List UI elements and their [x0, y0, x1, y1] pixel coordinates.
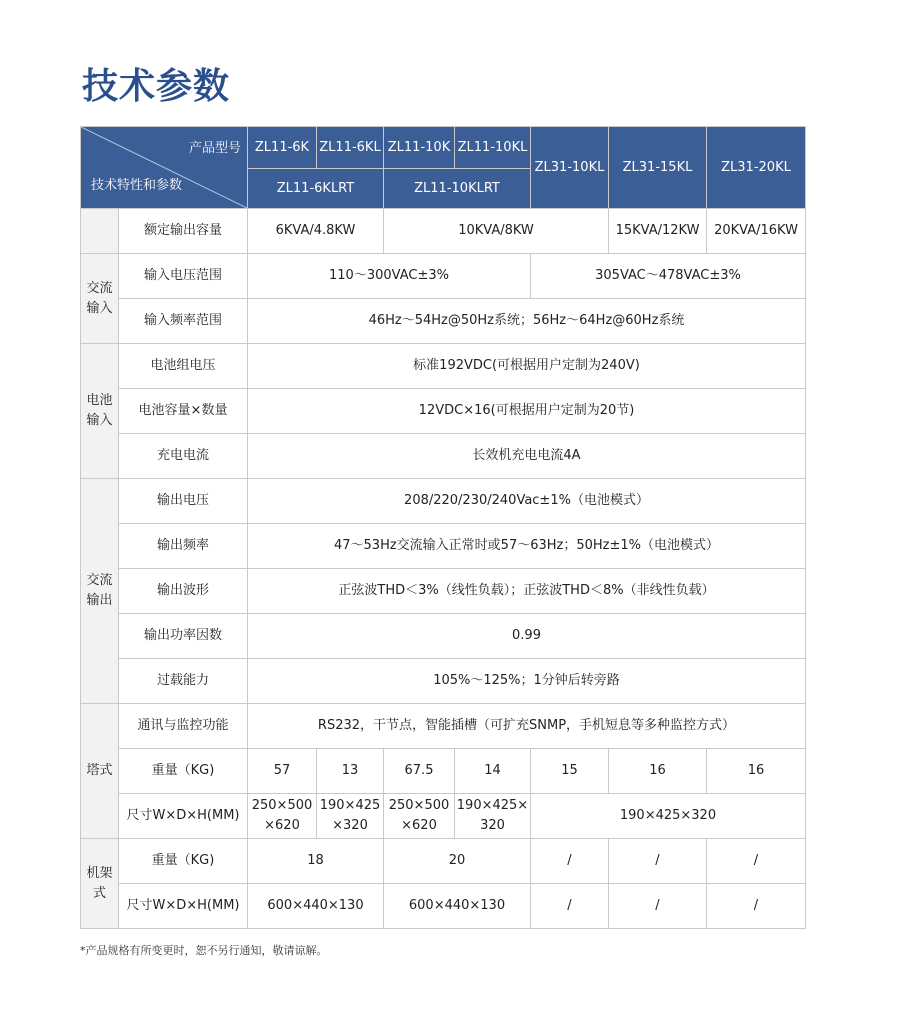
value-cell: 190×425×320: [531, 794, 806, 839]
value-cell: 600×440×130: [384, 884, 531, 929]
value-cell: 18: [248, 839, 384, 884]
corner-label-model: 产品型号: [188, 141, 241, 156]
param-label: 充电电流: [119, 434, 248, 479]
value-cell: 15KVA/12KW: [609, 209, 707, 254]
param-label: 输出频率: [119, 524, 248, 569]
value-cell: /: [531, 839, 609, 884]
value-cell: 长效机充电电流4A: [248, 434, 806, 479]
corner-label-params: 技术特性和参数: [91, 178, 183, 193]
value-cell: RS232，干节点，智能插槽（可扩充SNMP，手机短息等多种监控方式）: [248, 704, 806, 749]
param-label: 输入频率范围: [119, 299, 248, 344]
value-cell: 190×425× 320: [455, 794, 531, 839]
param-label: 电池容量×数量: [119, 389, 248, 434]
value-cell: 600×440×130: [248, 884, 384, 929]
group-label-rack: 机架 式: [81, 839, 119, 929]
value-cell: 305VAC～478VAC±3%: [531, 254, 806, 299]
group-label-tower: 塔式: [81, 704, 119, 839]
param-label: 尺寸W×D×H(MM): [119, 884, 248, 929]
value-cell: 12VDC×16(可根据用户定制为20节): [248, 389, 806, 434]
value-cell: /: [531, 884, 609, 929]
value-cell: /: [707, 884, 806, 929]
value-cell: /: [707, 839, 806, 884]
value-cell: 0.99: [248, 614, 806, 659]
value-cell: 16: [609, 749, 707, 794]
param-label: 重量（KG): [119, 749, 248, 794]
header-corner-cell: [81, 127, 248, 209]
param-label: 通讯与监控功能: [119, 704, 248, 749]
param-label: 输出电压: [119, 479, 248, 524]
param-label: 输入电压范围: [119, 254, 248, 299]
spec-table: [80, 126, 806, 929]
value-cell: 10KVA/8KW: [384, 209, 609, 254]
group-label-ac-input: 交流 输入: [81, 254, 119, 344]
value-cell: /: [609, 839, 707, 884]
param-label: 电池组电压: [119, 344, 248, 389]
model-header: ZL11-6K: [248, 127, 317, 169]
model-header: ZL11-6KL: [317, 127, 384, 169]
group-cell: [81, 209, 119, 254]
value-cell: 46Hz～54Hz@50Hz系统；56Hz～64Hz@60Hz系统: [248, 299, 806, 344]
value-cell: /: [609, 884, 707, 929]
group-label-battery: 电池 输入: [81, 344, 119, 479]
value-cell: 47～53Hz交流输入正常时或57～63Hz；50Hz±1%（电池模式）: [248, 524, 806, 569]
group-label-ac-output: 交流 输出: [81, 479, 119, 704]
param-label: 过载能力: [119, 659, 248, 704]
value-cell: 14: [455, 749, 531, 794]
value-cell: 13: [317, 749, 384, 794]
param-label: 输出波形: [119, 569, 248, 614]
value-cell: 110～300VAC±3%: [248, 254, 531, 299]
model-header: ZL31-15KL: [609, 127, 707, 209]
value-cell: 正弦波THD＜3%（线性负载）；正弦波THD＜8%（非线性负载）: [248, 569, 806, 614]
value-cell: 标准192VDC(可根据用户定制为240V): [248, 344, 806, 389]
model-header: ZL31-20KL: [707, 127, 806, 209]
model-header: ZL31-10KL: [531, 127, 609, 209]
value-cell: 15: [531, 749, 609, 794]
model-header: ZL11-10K: [384, 127, 455, 169]
footnote: *产品规格有所变更时，恕不另行通知，敬请谅解。: [80, 944, 328, 957]
value-cell: 105%～125%；1分钟后转旁路: [248, 659, 806, 704]
value-cell: 67.5: [384, 749, 455, 794]
page-title: 技术参数: [82, 66, 231, 107]
value-cell: 20: [384, 839, 531, 884]
value-cell: 20KVA/16KW: [707, 209, 806, 254]
param-label: 重量（KG): [119, 839, 248, 884]
value-cell: 57: [248, 749, 317, 794]
model-header: ZL11-6KLRT: [248, 169, 384, 209]
param-label: 输出功率因数: [119, 614, 248, 659]
model-header: ZL11-10KLRT: [384, 169, 531, 209]
param-label: 额定输出容量: [119, 209, 248, 254]
value-cell: 208/220/230/240Vac±1%（电池模式）: [248, 479, 806, 524]
model-header: ZL11-10KL: [455, 127, 531, 169]
param-label: 尺寸W×D×H(MM): [119, 794, 248, 839]
value-cell: 6KVA/4.8KW: [248, 209, 384, 254]
value-cell: 250×500 ×620: [384, 794, 455, 839]
value-cell: 190×425 ×320: [317, 794, 384, 839]
value-cell: 250×500 ×620: [248, 794, 317, 839]
value-cell: 16: [707, 749, 806, 794]
